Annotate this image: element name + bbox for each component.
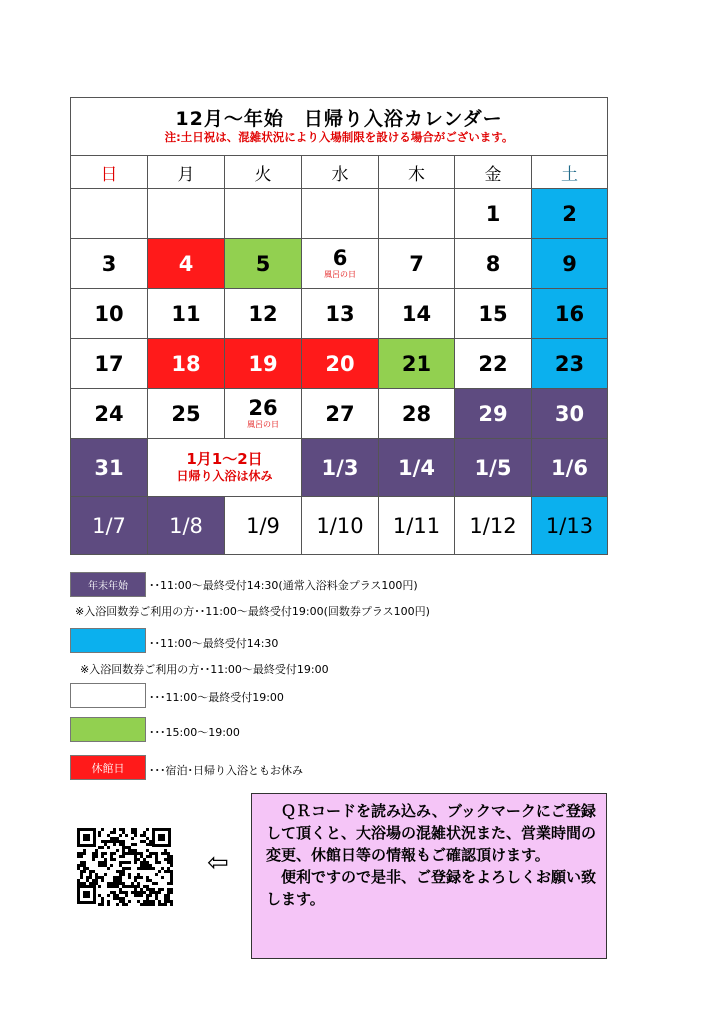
page-title: 12月～年始 日帰り入浴カレンダー: [175, 108, 503, 130]
day-cell: 12: [225, 289, 302, 339]
day-cell: 19: [225, 339, 302, 389]
day-cell: [225, 189, 302, 239]
day-cell: 1/10: [302, 497, 379, 555]
bath-day-note: 風呂の日: [324, 270, 356, 279]
day-cell: 7: [379, 239, 455, 289]
day-cell: 29: [455, 389, 532, 439]
legend-text-red: ･･･宿泊･日帰り入浴ともお休み: [149, 764, 303, 777]
week-row-7: [71, 497, 608, 555]
day-cell: 22: [455, 339, 532, 389]
legend-sub-purple: ※入浴回数券ご利用の方･･11:00～最終受付19:00(回数券プラス100円): [75, 605, 430, 618]
day-cell: 1/8: [148, 497, 225, 555]
day-cell: 16: [532, 289, 608, 339]
day-cell: 17: [71, 339, 148, 389]
legend-swatch-red: 休館日: [70, 755, 146, 780]
week-row-4: [71, 339, 608, 389]
legend-text-blue: ･･11:00～最終受付14:30: [149, 637, 279, 650]
day-cell: 21: [379, 339, 455, 389]
day-cell: [302, 239, 379, 289]
day-cell: 1/5: [455, 439, 532, 497]
day-cell: 20: [302, 339, 379, 389]
weekday-mon: 月: [148, 156, 225, 189]
day-cell: [148, 189, 225, 239]
day-cell: 1/11: [379, 497, 455, 555]
weekday-thu: 木: [379, 156, 455, 189]
day-cell: [379, 189, 455, 239]
closed-dates-label: 1月1～2日: [186, 449, 263, 468]
day-cell: 11: [148, 289, 225, 339]
legend-text-purple: ･･11:00～最終受付14:30(通常入浴料金プラス100円): [149, 579, 418, 592]
legend-text-green: ･･･15:00～19:00: [149, 726, 240, 739]
weekday-wed: 水: [302, 156, 379, 189]
day-number: 6: [332, 246, 348, 270]
legend-swatch-green: [70, 717, 146, 742]
weekday-sat: 土: [532, 156, 608, 189]
bath-day-note: 風呂の日: [247, 420, 279, 429]
week-row-1: [71, 189, 608, 239]
week-row-5: [71, 389, 608, 439]
day-cell: 14: [379, 289, 455, 339]
day-number: 26: [248, 396, 278, 420]
day-cell: 30: [532, 389, 608, 439]
day-cell: 1/13: [532, 497, 608, 555]
info-paragraph-1: ＱＲコードを読み込み、ブックマークにご登録して頂くと、大浴場の混雑状況また、営業時間の変更、休館日等の情報もご確認頂けます。: [266, 802, 597, 864]
legend-swatch-purple: 年末年始: [70, 572, 146, 597]
day-cell: 18: [148, 339, 225, 389]
legend-swatch-blue: [70, 628, 146, 653]
day-cell: 1/9: [225, 497, 302, 555]
calendar-header: [71, 98, 608, 156]
legend-sub-blue: ※入浴回数券ご利用の方･･11:00～最終受付19:00: [80, 663, 329, 676]
week-row-3: [71, 289, 608, 339]
day-cell: 23: [532, 339, 608, 389]
day-cell: 1/12: [455, 497, 532, 555]
day-cell: 24: [71, 389, 148, 439]
week-row-2: [71, 239, 608, 289]
day-cell: 2: [532, 189, 608, 239]
day-cell: 1/6: [532, 439, 608, 497]
day-cell: 5: [225, 239, 302, 289]
day-cell: [225, 389, 302, 439]
day-cell: 25: [148, 389, 225, 439]
day-cell: 1: [455, 189, 532, 239]
day-cell: 3: [71, 239, 148, 289]
weekday-tue: 火: [225, 156, 302, 189]
new-year-closed-cell: [148, 439, 302, 497]
day-cell: 27: [302, 389, 379, 439]
weekday-fri: 金: [455, 156, 532, 189]
day-cell: [71, 189, 148, 239]
day-cell: 1/3: [302, 439, 379, 497]
day-cell: 15: [455, 289, 532, 339]
weekday-sun: 日: [71, 156, 148, 189]
qr-info-box: [251, 793, 607, 959]
day-cell: 8: [455, 239, 532, 289]
day-cell: 10: [71, 289, 148, 339]
calendar-table: [70, 97, 608, 555]
day-cell: [302, 189, 379, 239]
left-arrow-icon: ⇦: [207, 848, 229, 878]
weekday-header-row: [71, 156, 608, 189]
legend-swatch-white: [70, 683, 146, 708]
day-cell: 1/4: [379, 439, 455, 497]
legend-text-white: ･･･11:00～最終受付19:00: [149, 691, 284, 704]
day-cell: 31: [71, 439, 148, 497]
day-cell: 28: [379, 389, 455, 439]
day-cell: 9: [532, 239, 608, 289]
info-paragraph-2: 便利ですので是非、ご登録をよろしくお願い致します。: [266, 868, 597, 908]
caution-note: 注:土日祝は、混雑状況により入場制限を設ける場合がございます。: [164, 130, 514, 144]
day-cell: 1/7: [71, 497, 148, 555]
qr-code-icon[interactable]: [75, 826, 173, 906]
week-row-6: [71, 439, 608, 497]
day-cell: 4: [148, 239, 225, 289]
closed-description: 日帰り入浴は休み: [176, 468, 273, 483]
day-cell: 13: [302, 289, 379, 339]
